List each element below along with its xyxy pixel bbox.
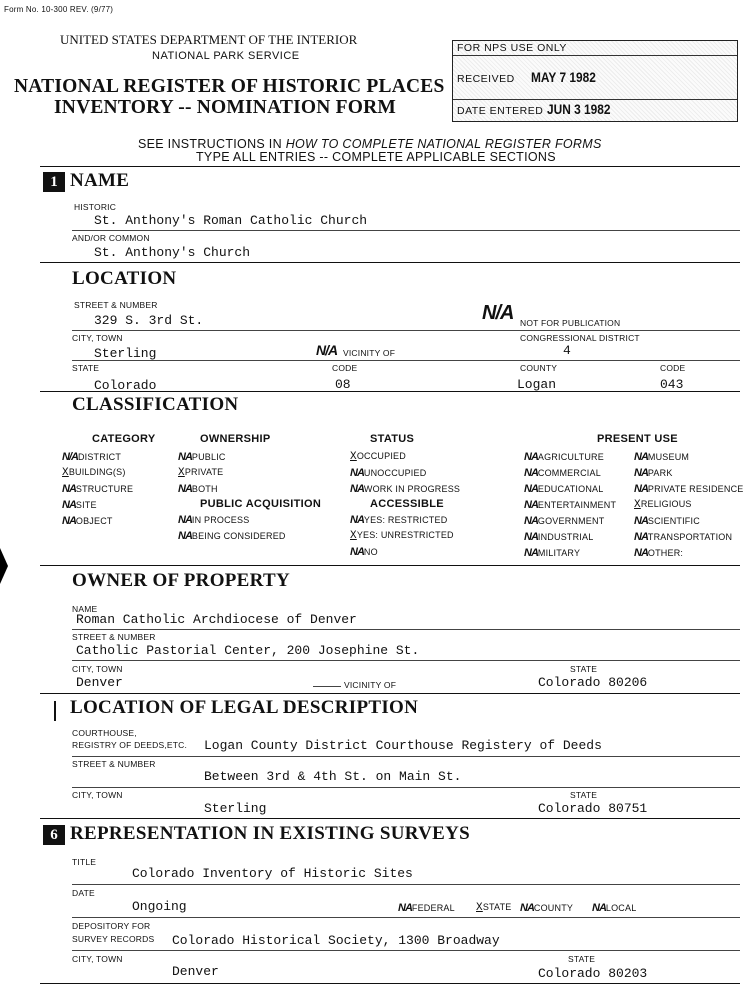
section-legal-title: LOCATION OF LEGAL DESCRIPTION <box>70 697 419 718</box>
option-mark: NA <box>62 499 76 511</box>
accessible-heading: ACCESSIBLE <box>370 498 444 510</box>
option-label: NO <box>363 547 378 557</box>
legal-street-label: STREET & NUMBER <box>72 759 156 769</box>
option-mark: NA <box>524 499 538 511</box>
owner-street-value[interactable]: Catholic Pastorial Center, 200 Josephine St. <box>76 643 420 658</box>
option-mark: NA <box>178 514 192 526</box>
legal-state-label: STATE <box>570 790 598 800</box>
option-label: MILITARY <box>537 548 581 558</box>
option-no[interactable] <box>350 546 378 558</box>
owner-street-label: STREET & NUMBER <box>72 632 156 642</box>
option-district[interactable] <box>62 451 121 463</box>
option-label: IN PROCESS <box>191 515 250 525</box>
option-label: YES: UNRESTRICTED <box>356 530 454 540</box>
option-label: GOVERNMENT <box>537 516 605 526</box>
survey-level-state[interactable] <box>476 902 511 914</box>
legal-state-value[interactable]: Colorado 80751 <box>538 801 648 816</box>
option-label: FEDERAL <box>411 903 455 913</box>
option-label: OTHER: <box>647 548 684 558</box>
courthouse-label: COURTHOUSE, <box>72 728 137 738</box>
status-heading: STATUS <box>370 433 415 445</box>
survey-city-label: CITY, TOWN <box>72 954 123 964</box>
form-title-line2: INVENTORY -- NOMINATION FORM <box>54 97 397 118</box>
option-label: STRUCTURE <box>75 484 134 494</box>
option-yes-restricted[interactable] <box>350 514 447 526</box>
option-yes-unrestricted[interactable] <box>350 530 454 542</box>
vicinity-mark: N/A <box>316 342 338 358</box>
survey-city-value[interactable]: Denver <box>172 964 219 979</box>
instructions-line1: SEE INSTRUCTIONS IN HOW TO COMPLETE NATIONAL REGISTER FORMS <box>138 137 602 151</box>
county-code-label: CODE <box>660 363 686 373</box>
survey-date-value[interactable]: Ongoing <box>132 899 187 914</box>
option-mark: NA <box>524 531 538 543</box>
not-for-publication-mark: N/A <box>482 302 514 324</box>
option-both[interactable] <box>178 483 218 495</box>
section-5-marker <box>54 701 56 721</box>
option-mark: NA <box>350 546 364 558</box>
option-mark: NA <box>350 483 364 495</box>
owner-vicinity-label: VICINITY OF <box>344 680 397 690</box>
depository-value[interactable]: Colorado Historical Society, 1300 Broadway <box>172 933 500 948</box>
option-mark: NA <box>178 530 192 542</box>
option-label: OCCUPIED <box>356 451 406 461</box>
option-mark: NA <box>350 467 364 479</box>
nps-use-box <box>452 40 738 122</box>
option-military[interactable] <box>524 547 580 559</box>
option-label: YES: RESTRICTED <box>363 515 448 525</box>
option-work-in-progress[interactable] <box>350 483 460 495</box>
historic-label: HISTORIC <box>74 202 117 212</box>
state-code-label: CODE <box>332 363 358 373</box>
option-site[interactable] <box>62 499 97 511</box>
state-value[interactable]: Colorado <box>94 378 157 393</box>
owner-city-value[interactable]: Denver <box>76 675 123 690</box>
option-label: TRANSPORTATION <box>647 532 733 542</box>
option-label: INDUSTRIAL <box>537 532 594 542</box>
option-label: UNOCCUPIED <box>363 468 427 478</box>
option-mark: NA <box>62 515 76 527</box>
scan-edge-arrow-icon <box>0 548 8 584</box>
section-surveys-title: REPRESENTATION IN EXISTING SURVEYS <box>70 823 471 844</box>
owner-state-value[interactable]: Colorado 80206 <box>538 675 648 690</box>
option-mark: NA <box>524 483 538 495</box>
option-mark: N/A <box>62 451 78 463</box>
option-label: PRIVATE <box>184 467 224 477</box>
option-structure[interactable] <box>62 483 133 495</box>
option-label: SCIENTIFIC <box>647 516 700 526</box>
county-value[interactable]: Logan <box>517 377 557 392</box>
survey-title-label: TITLE <box>72 857 97 867</box>
agency-name: UNITED STATES DEPARTMENT OF THE INTERIOR <box>60 32 358 47</box>
option-object[interactable] <box>62 515 113 527</box>
legal-city-label: CITY, TOWN <box>72 790 123 800</box>
option-building-s[interactable] <box>62 467 126 479</box>
option-government[interactable] <box>524 515 604 527</box>
state-code-value[interactable]: 08 <box>335 377 351 392</box>
date-entered-stamp: JUN 3 1982 <box>547 101 611 117</box>
option-label: BEING CONSIDERED <box>191 531 286 541</box>
option-unoccupied[interactable] <box>350 467 426 479</box>
section-location-title: LOCATION <box>72 268 177 289</box>
option-agriculture[interactable] <box>524 451 604 463</box>
owner-name-value[interactable]: Roman Catholic Archdiocese of Denver <box>76 612 357 627</box>
historic-name-value[interactable]: St. Anthony's Roman Catholic Church <box>94 213 368 228</box>
option-mark: NA <box>634 467 648 479</box>
option-label: DISTRICT <box>77 452 122 462</box>
acquisition-heading: PUBLIC ACQUISITION <box>200 498 322 510</box>
received-stamp: MAY 7 1982 <box>531 69 596 85</box>
option-in-process[interactable] <box>178 514 249 526</box>
survey-state-label: STATE <box>568 954 596 964</box>
option-occupied[interactable] <box>350 451 406 463</box>
instructions-line2: TYPE ALL ENTRIES -- COMPLETE APPLICABLE SECTIONS <box>196 150 556 164</box>
option-label: SITE <box>75 500 97 510</box>
option-mark: NA <box>634 531 648 543</box>
option-private-residence[interactable] <box>634 483 743 495</box>
survey-level-county[interactable] <box>520 902 573 914</box>
option-label: LOCAL <box>605 903 637 913</box>
option-label: RELIGIOUS <box>640 499 692 509</box>
common-name-value[interactable]: St. Anthony's Church <box>94 245 251 260</box>
form-number: Form No. 10-300 REV. (9/77) <box>4 5 114 14</box>
option-label: PRIVATE RESIDENCE <box>647 484 744 494</box>
option-mark: X <box>350 451 357 463</box>
option-label: PUBLIC <box>191 452 226 462</box>
option-label: MUSEUM <box>647 452 690 462</box>
option-label: ENTERTAINMENT <box>537 500 617 510</box>
owner-name-label: NAME <box>72 604 98 614</box>
divider <box>40 166 740 167</box>
option-label: BUILDING(S) <box>68 467 126 477</box>
section-owner-title: OWNER OF PROPERTY <box>72 570 291 591</box>
option-commercial[interactable] <box>524 467 601 479</box>
option-mark: X <box>476 902 483 914</box>
street-label: STREET & NUMBER <box>74 300 158 310</box>
section-name-title: NAME <box>70 170 130 191</box>
option-educational[interactable] <box>524 483 603 495</box>
option-mark: X <box>178 467 185 479</box>
option-mark: NA <box>524 451 538 463</box>
option-mark: NA <box>398 902 412 914</box>
option-religious[interactable] <box>634 499 692 511</box>
city-label: CITY, TOWN <box>72 333 123 343</box>
option-mark: NA <box>178 451 192 463</box>
congressional-district-value[interactable]: 4 <box>563 343 571 358</box>
survey-date-label: DATE <box>72 888 95 898</box>
option-label: OBJECT <box>75 516 113 526</box>
vicinity-label: VICINITY OF <box>343 348 396 358</box>
depository-label: DEPOSITORY FOR <box>72 921 151 931</box>
legal-street-value[interactable]: Between 3rd & 4th St. on Main St. <box>204 769 462 784</box>
option-label: BOTH <box>191 484 218 494</box>
option-being-considered[interactable] <box>178 530 286 542</box>
option-industrial[interactable] <box>524 531 593 543</box>
option-label: PARK <box>647 468 673 478</box>
option-mark: NA <box>524 547 538 559</box>
section-1-number: 1 <box>43 172 65 192</box>
legal-city-value[interactable]: Sterling <box>204 801 267 816</box>
option-mark: X <box>62 467 69 479</box>
common-label: AND/OR COMMON <box>72 233 150 243</box>
option-label: WORK IN PROGRESS <box>363 484 461 494</box>
option-transportation[interactable] <box>634 531 732 543</box>
option-scientific[interactable] <box>634 515 700 527</box>
option-mark: NA <box>524 515 538 527</box>
option-label: COMMERCIAL <box>537 468 601 478</box>
survey-level-local[interactable] <box>592 902 636 914</box>
nps-heading: FOR NPS USE ONLY <box>457 42 567 54</box>
owner-city-label: CITY, TOWN <box>72 664 123 674</box>
option-entertainment[interactable] <box>524 499 616 511</box>
option-label: COUNTY <box>533 903 574 913</box>
option-mark: NA <box>524 467 538 479</box>
state-label: STATE <box>72 363 100 373</box>
congressional-district-label: CONGRESSIONAL DISTRICT <box>520 333 640 343</box>
city-value[interactable]: Sterling <box>94 346 157 361</box>
option-park[interactable] <box>634 467 673 479</box>
option-mark: NA <box>634 483 648 495</box>
courthouse-value[interactable]: Logan County District Courthouse Registery of Deeds <box>204 738 602 753</box>
service-name: NATIONAL PARK SERVICE <box>152 50 300 62</box>
option-museum[interactable] <box>634 451 689 463</box>
option-other[interactable] <box>634 547 683 559</box>
option-label: AGRICULTURE <box>537 452 604 462</box>
option-mark: NA <box>178 483 192 495</box>
registry-label: REGISTRY OF DEEDS,ETC. <box>72 740 188 750</box>
ownership-heading: OWNERSHIP <box>200 433 271 445</box>
survey-records-label: SURVEY RECORDS <box>72 934 155 944</box>
section-classification-title: CLASSIFICATION <box>72 394 239 415</box>
section-6-number: 6 <box>43 825 65 845</box>
option-mark: NA <box>634 547 648 559</box>
option-public[interactable] <box>178 451 226 463</box>
not-for-publication-label: NOT FOR PUBLICATION <box>520 318 621 328</box>
survey-state-value[interactable]: Colorado 80203 <box>538 966 648 981</box>
option-mark: NA <box>634 451 648 463</box>
option-mark: NA <box>520 902 534 914</box>
form-title-line1: NATIONAL REGISTER OF HISTORIC PLACES <box>14 76 445 97</box>
survey-level-federal[interactable] <box>398 902 455 914</box>
date-entered-label: DATE ENTERED <box>457 105 544 117</box>
street-value[interactable]: 329 S. 3rd St. <box>94 313 204 328</box>
option-label: STATE <box>482 902 512 912</box>
survey-title-value[interactable]: Colorado Inventory of Historic Sites <box>132 866 413 881</box>
option-mark: NA <box>350 514 364 526</box>
county-label: COUNTY <box>520 363 558 373</box>
option-mark: X <box>350 530 357 542</box>
option-mark: NA <box>634 515 648 527</box>
option-private[interactable] <box>178 467 223 479</box>
county-code-value[interactable]: 043 <box>660 377 684 392</box>
category-heading: CATEGORY <box>92 433 156 445</box>
option-label: EDUCATIONAL <box>537 484 604 494</box>
present-use-heading: PRESENT USE <box>597 433 678 445</box>
received-label: RECEIVED <box>457 73 515 85</box>
option-mark: NA <box>592 902 606 914</box>
option-mark: NA <box>62 483 76 495</box>
owner-state-label: STATE <box>570 664 598 674</box>
option-mark: X <box>634 499 641 511</box>
